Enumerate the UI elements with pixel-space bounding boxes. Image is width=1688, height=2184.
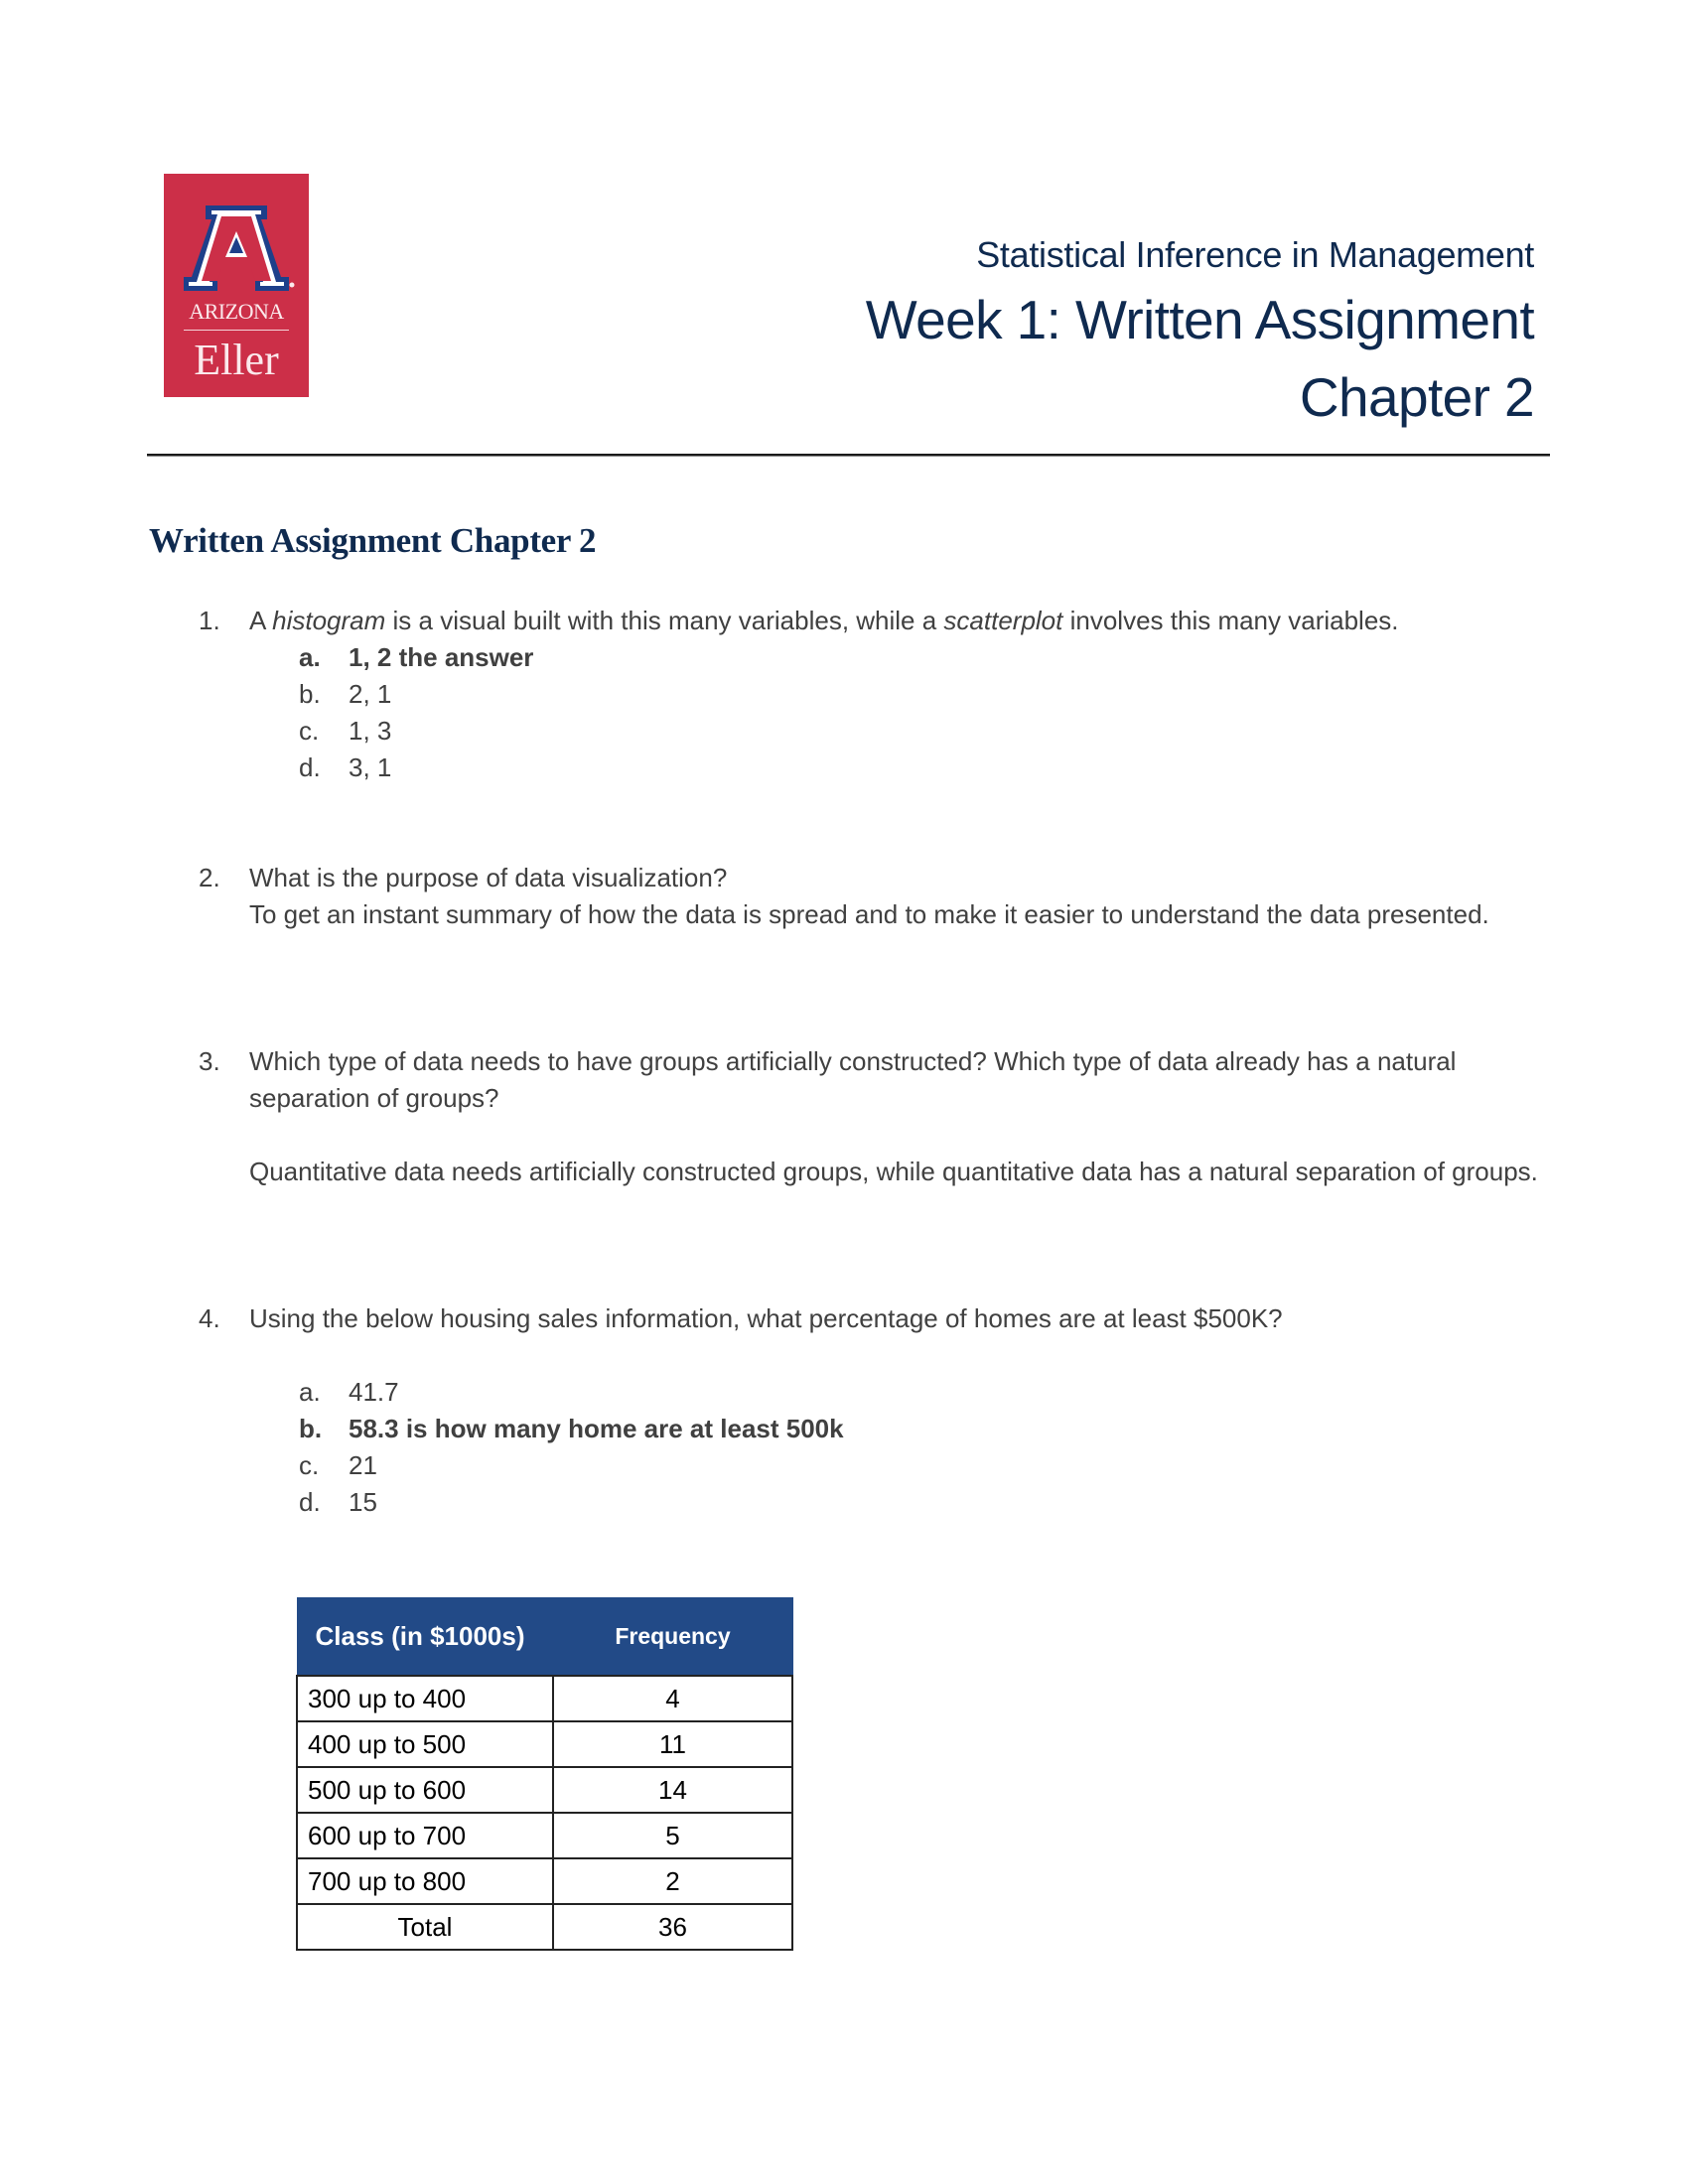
question-3 <box>199 1043 1549 1190</box>
table-header-row <box>297 1598 792 1677</box>
header-divider <box>147 454 1550 456</box>
option-text: 3, 1 <box>349 752 392 782</box>
option-text: 58.3 is how many home are at least 500k <box>349 1414 844 1443</box>
answer-options <box>249 1374 1549 1521</box>
question-number: 3. <box>199 1046 220 1076</box>
option-letter: b. <box>299 679 321 709</box>
frequency-cell: 2 <box>553 1858 792 1904</box>
answer-option-selected <box>249 639 1549 676</box>
question-1 <box>199 603 1549 786</box>
question-text-part: involves this many variables. <box>1062 606 1399 635</box>
housing-frequency-table <box>296 1597 793 1951</box>
answer-option <box>249 676 1549 713</box>
option-text: 41.7 <box>349 1377 399 1407</box>
option-letter: d. <box>299 1487 321 1517</box>
option-text: 15 <box>349 1487 377 1517</box>
option-letter: c. <box>299 1450 320 1480</box>
answer-option-selected <box>249 1411 1549 1447</box>
answer-option <box>249 713 1549 750</box>
option-letter: a. <box>299 642 321 672</box>
class-cell: 400 up to 500 <box>297 1721 553 1767</box>
table-row <box>297 1721 792 1767</box>
frequency-cell: 11 <box>553 1721 792 1767</box>
question-number: 2. <box>199 863 220 892</box>
frequency-cell: 5 <box>553 1813 792 1858</box>
question-2 <box>199 860 1549 933</box>
logo-divider <box>184 330 289 331</box>
option-letter: d. <box>299 752 321 782</box>
class-cell: 600 up to 700 <box>297 1813 553 1858</box>
column-header-frequency: Frequency <box>553 1598 792 1677</box>
course-title: Statistical Inference in Management <box>976 234 1534 275</box>
total-value: 36 <box>553 1904 792 1950</box>
class-cell: 700 up to 800 <box>297 1858 553 1904</box>
answer-text: To get an instant summary of how the data is spread and to make it easier to understand the data presented. <box>249 899 1489 929</box>
option-text: 1, 3 <box>349 716 392 746</box>
block-a-icon <box>164 174 309 303</box>
answer-option <box>249 1484 1549 1521</box>
question-text: Using the below housing sales information, what percentage of homes are at least $500K? <box>249 1303 1283 1333</box>
question-number: 1. <box>199 606 220 635</box>
blank-line <box>249 1117 1490 1154</box>
question-text-part: A <box>249 606 273 635</box>
option-text: 1, 2 the answer <box>349 642 534 672</box>
section-title: Written Assignment Chapter 2 <box>149 521 597 560</box>
answer-options <box>249 639 1549 786</box>
total-label: Total <box>297 1904 553 1950</box>
table-row <box>297 1676 792 1721</box>
chapter-title: Chapter 2 <box>1299 366 1534 428</box>
answer-option <box>249 1374 1549 1411</box>
option-letter: a. <box>299 1377 321 1407</box>
logo-arizona-text: ARIZONA <box>189 299 284 324</box>
logo-eller-text: Eller <box>194 336 279 384</box>
question-text: What is the purpose of data visualization? <box>249 863 728 892</box>
table-row <box>297 1858 792 1904</box>
answer-text: Quantitative data needs artificially constructed groups, while quantitative data has a natural separation of groups. <box>249 1157 1538 1186</box>
option-text: 21 <box>349 1450 377 1480</box>
answer-option <box>249 750 1549 786</box>
column-header-class: Class (in $1000s) <box>297 1598 553 1677</box>
question-text <box>249 603 1549 639</box>
question-text-part: is a visual built with this many variables, while a <box>385 606 944 635</box>
question-text: Which type of data needs to have groups artificially constructed? Which type of data already has a natural separation of groups? <box>249 1046 1457 1113</box>
answer-option <box>249 1447 1549 1484</box>
question-emphasis: scatterplot <box>943 606 1063 635</box>
blank-line <box>249 1337 1549 1374</box>
question-4 <box>199 1300 1549 1521</box>
table-row <box>297 1813 792 1858</box>
table-total-row <box>297 1904 792 1950</box>
option-letter: c. <box>299 716 320 746</box>
arizona-eller-logo <box>164 174 309 397</box>
question-emphasis: histogram <box>272 606 386 635</box>
table-row <box>297 1767 792 1813</box>
frequency-cell: 4 <box>553 1676 792 1721</box>
assignment-title: Week 1: Written Assignment <box>865 289 1534 350</box>
class-cell: 300 up to 400 <box>297 1676 553 1721</box>
class-cell: 500 up to 600 <box>297 1767 553 1813</box>
frequency-cell: 14 <box>553 1767 792 1813</box>
question-number: 4. <box>199 1303 220 1333</box>
option-text: 2, 1 <box>349 679 392 709</box>
option-letter: b. <box>299 1414 323 1443</box>
